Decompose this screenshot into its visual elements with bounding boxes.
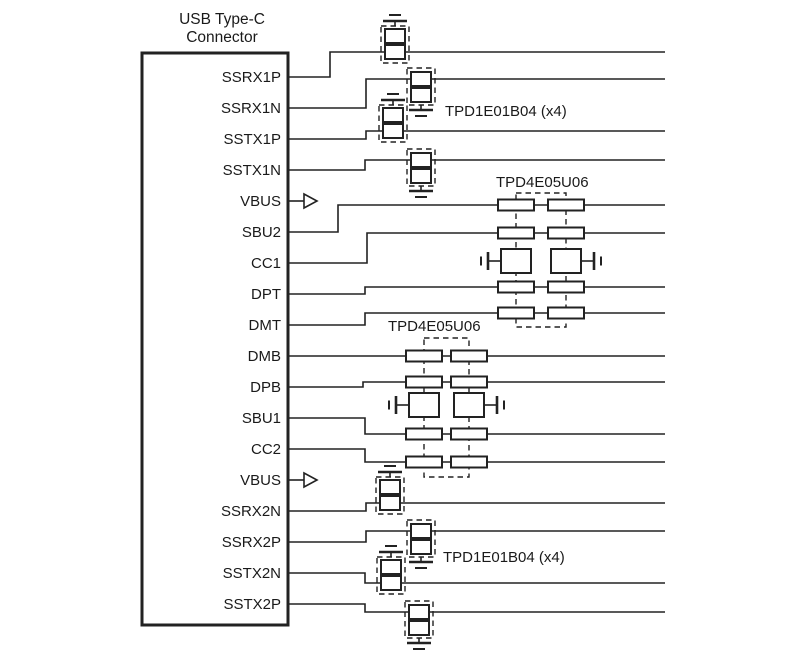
ground-pad-left bbox=[501, 249, 531, 273]
esd-quad-block-bottom bbox=[389, 338, 504, 477]
channel-pad bbox=[451, 429, 487, 440]
channel-pad bbox=[406, 377, 442, 388]
channel-pad bbox=[548, 308, 584, 319]
wire-ssrx1p bbox=[288, 52, 665, 77]
channel-pad bbox=[548, 200, 584, 211]
pin-label-ssrx2p: SSRX2P bbox=[221, 534, 281, 551]
channel-pad bbox=[548, 282, 584, 293]
channel-pad bbox=[498, 308, 534, 319]
pin-label-cc1: CC1 bbox=[250, 255, 281, 272]
pin-label-dpt: DPT bbox=[251, 286, 281, 303]
pin-label-sstx2p: SSTX2P bbox=[223, 596, 281, 613]
pin-label-ssrx1n: SSRX1N bbox=[220, 100, 281, 117]
channel-pad bbox=[451, 351, 487, 362]
channel-pad bbox=[498, 282, 534, 293]
pin-label-vbus-top: VBUS bbox=[240, 193, 281, 210]
pin-label-sbu1: SBU1 bbox=[241, 410, 281, 427]
esd-device-sstx1n bbox=[407, 149, 435, 197]
channel-pad bbox=[498, 228, 534, 239]
esd-device-ssrx2n bbox=[376, 466, 404, 514]
label-tpd4e05u06-bottom: TPD4E05U06 bbox=[388, 318, 481, 335]
wire-sstx1p bbox=[288, 131, 665, 139]
esd-device-sstx2p bbox=[405, 601, 433, 649]
pin-label-sstx2n: SSTX2N bbox=[222, 565, 281, 582]
channel-pad bbox=[451, 457, 487, 468]
label-tpd1e01b04-bottom: TPD1E01B04 (x4) bbox=[443, 549, 565, 566]
pin-label-dpb: DPB bbox=[250, 379, 281, 396]
ground-pad-left bbox=[409, 393, 439, 417]
wire-sstx1n bbox=[288, 160, 665, 170]
pin-label-ssrx2n: SSRX2N bbox=[220, 503, 281, 520]
esd-device-ssrx2p bbox=[407, 520, 435, 568]
channel-pad bbox=[548, 228, 584, 239]
pin-label-sbu2: SBU2 bbox=[241, 224, 281, 241]
wire-sstx2p bbox=[288, 604, 665, 612]
channel-pad bbox=[498, 200, 534, 211]
label-tpd4e05u06-top: TPD4E05U06 bbox=[496, 174, 589, 191]
ground-pad-right bbox=[454, 393, 484, 417]
channel-pad bbox=[406, 429, 442, 440]
esd-device-sstx1p bbox=[379, 94, 407, 142]
pin-label-vbus-bottom: VBUS bbox=[240, 472, 281, 489]
esd-quad-block-top bbox=[481, 193, 601, 327]
esd-device-ssrx1p bbox=[381, 15, 409, 63]
vbus-arrow-icon-bottom bbox=[304, 473, 317, 487]
pin-label-dmt: DMT bbox=[248, 317, 281, 334]
vbus-arrow-icon-top bbox=[304, 194, 317, 208]
wire-ssrx2n bbox=[288, 503, 665, 511]
connector-title-line2: Connector bbox=[186, 29, 258, 46]
pin-label-dmb: DMB bbox=[247, 348, 281, 365]
label-tpd1e01b04-top: TPD1E01B04 (x4) bbox=[445, 103, 567, 120]
wire-dpt bbox=[288, 287, 665, 294]
pin-label-sstx1n: SSTX1N bbox=[222, 162, 281, 179]
wire-sstx2n bbox=[288, 573, 665, 583]
pin-label-cc2: CC2 bbox=[250, 441, 281, 458]
wire-sbu2 bbox=[288, 205, 665, 232]
ground-pad-right bbox=[551, 249, 581, 273]
wire-cc1 bbox=[288, 233, 665, 263]
channel-pad bbox=[451, 377, 487, 388]
channel-pad bbox=[406, 351, 442, 362]
channel-pad bbox=[406, 457, 442, 468]
connector-title-line1: USB Type-C bbox=[179, 11, 265, 28]
pin-label-sstx1p: SSTX1P bbox=[223, 131, 281, 148]
esd-device-ssrx1n bbox=[407, 68, 435, 116]
pin-label-ssrx1p: SSRX1P bbox=[221, 69, 281, 86]
esd-device-sstx2n bbox=[377, 546, 405, 594]
wire-ssrx2p bbox=[288, 531, 665, 542]
